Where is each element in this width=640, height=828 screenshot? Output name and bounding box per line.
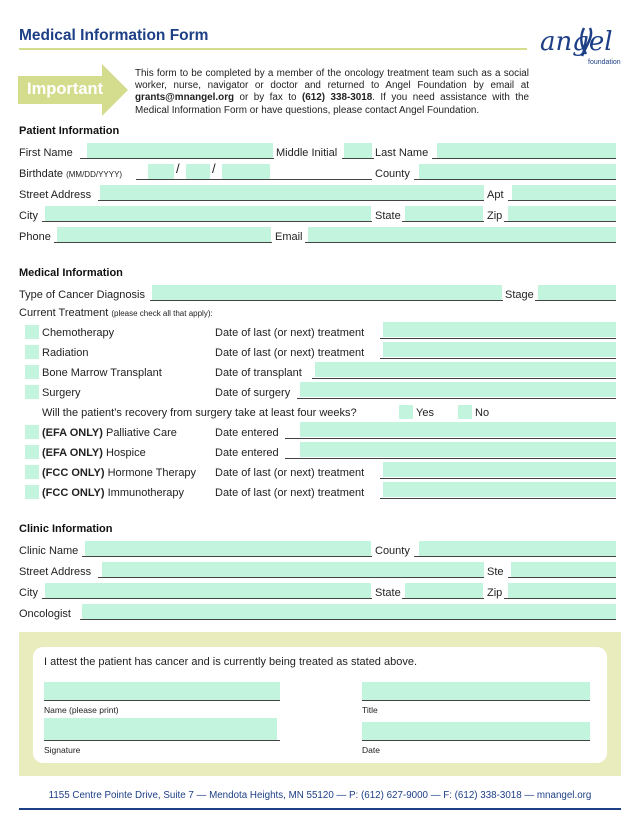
clinic-city-label: City: [19, 587, 38, 599]
patient-info-heading: Patient Information: [19, 125, 120, 137]
radiation-date-label: Date of last (or next) treatment: [215, 347, 365, 359]
print-name-label: Name (please print): [44, 705, 119, 715]
clinic-state-field[interactable]: [405, 583, 483, 598]
clinic-zip-field[interactable]: [508, 583, 616, 598]
title-label: Title: [362, 705, 378, 715]
county-label: County: [375, 168, 410, 180]
palliative-care-checkbox[interactable]: [25, 425, 39, 439]
footer-contact: 1155 Centre Pointe Drive, Suite 7 — Mendota Heights, MN 55120 — P: (612) 627-9000 — F: (612) 338-3018 — mnangel.org: [48, 790, 592, 801]
last-name-label: Last Name: [375, 147, 429, 159]
chemotherapy-checkbox[interactable]: [25, 325, 39, 339]
clinic-info-heading: Clinic Information: [19, 523, 113, 535]
street-address-field[interactable]: [100, 185, 484, 200]
fax-number: (612) 338-3018: [301, 92, 373, 104]
first-name-label: First Name: [19, 147, 73, 159]
bone-marrow-label: Bone Marrow Transplant: [42, 367, 162, 379]
diagnosis-label: Type of Cancer Diagnosis: [19, 289, 145, 301]
county-field[interactable]: [419, 164, 616, 179]
svg-text:angel: angel: [540, 27, 613, 57]
email-field[interactable]: [308, 227, 616, 242]
clinic-street-label: Street Address: [19, 566, 92, 578]
bone-marrow-checkbox[interactable]: [25, 365, 39, 379]
form-title: Medical Information Form: [19, 27, 209, 44]
clinic-county-label: County: [375, 545, 410, 557]
stage-label: Stage: [505, 289, 534, 301]
signature-field[interactable]: [44, 718, 277, 740]
diagnosis-field[interactable]: [152, 285, 502, 300]
intro-paragraph: This form to be completed by a member of the oncology treatment team such as a social worker, nurse, navigator or doctor and returned to Angel Foundation by email at grants@mnangel.org or by fax to (612) 338-3018. If you need assistance with the Medical Information Form or have questions, please contact Angel Foundation.: [135, 68, 530, 116]
title-field[interactable]: [362, 682, 590, 700]
recovery-yes-checkbox[interactable]: [399, 405, 413, 419]
birth-month-field[interactable]: [148, 164, 174, 179]
hospice-date-label: Date entered: [215, 447, 279, 459]
city-field[interactable]: [45, 206, 371, 221]
recovery-no-label: No: [475, 407, 490, 419]
grants-email[interactable]: grants@mnangel.org: [135, 92, 235, 104]
transplant-date-field[interactable]: [315, 362, 616, 377]
zip-label: Zip: [487, 210, 503, 222]
hospice-date-field[interactable]: [300, 442, 616, 457]
clinic-ste-label: Ste: [487, 566, 504, 578]
radiation-date-field[interactable]: [383, 342, 616, 357]
medical-info-heading: Medical Information: [19, 267, 123, 279]
palliative-date-field[interactable]: [300, 422, 616, 437]
svg-text:foundation: foundation: [588, 59, 621, 66]
print-name-field[interactable]: [44, 682, 280, 700]
chemotherapy-date-field[interactable]: [383, 322, 616, 337]
clinic-street-field[interactable]: [102, 562, 484, 577]
apt-label: Apt: [487, 189, 504, 201]
apt-field[interactable]: [512, 185, 616, 200]
chemotherapy-date-label: Date of last (or next) treatment: [215, 327, 365, 339]
clinic-name-label: Clinic Name: [19, 545, 79, 557]
immunotherapy-label: (FCC ONLY) Immunotherapy: [42, 487, 185, 499]
clinic-city-field[interactable]: [45, 583, 371, 598]
surgery-label: Surgery: [42, 387, 81, 399]
title-divider: [19, 48, 527, 50]
palliative-date-label: Date entered: [215, 427, 279, 439]
attestation-statement: I attest the patient has cancer and is currently being treated as stated above.: [44, 656, 418, 668]
immunotherapy-date-label: Date of last (or next) treatment: [215, 487, 365, 499]
birth-day-field[interactable]: [186, 164, 210, 179]
important-label: Important: [27, 80, 104, 98]
clinic-county-field[interactable]: [419, 541, 616, 556]
date-label: Date: [362, 745, 380, 755]
surgery-checkbox[interactable]: [25, 385, 39, 399]
recovery-yes-label: Yes: [416, 407, 434, 419]
birthdate-label: Birthdate (MM/DD/YYYY): [19, 168, 123, 180]
chemotherapy-label: Chemotherapy: [42, 327, 115, 339]
radiation-checkbox[interactable]: [25, 345, 39, 359]
state-field[interactable]: [405, 206, 483, 221]
phone-field[interactable]: [57, 227, 271, 242]
city-label: City: [19, 210, 38, 222]
zip-field[interactable]: [508, 206, 616, 221]
clinic-name-field[interactable]: [85, 541, 371, 556]
signature-label: Signature: [44, 745, 81, 755]
surgery-date-label: Date of surgery: [215, 387, 291, 399]
recovery-no-checkbox[interactable]: [458, 405, 472, 419]
middle-initial-label: Middle Initial: [276, 147, 338, 159]
radiation-label: Radiation: [42, 347, 89, 359]
street-address-label: Street Address: [19, 189, 92, 201]
hospice-label: (EFA ONLY) Hospice: [42, 447, 146, 459]
stage-field[interactable]: [538, 285, 616, 300]
phone-label: Phone: [19, 231, 51, 243]
hormone-date-field[interactable]: [383, 462, 616, 477]
first-name-field[interactable]: [87, 143, 273, 158]
recovery-question: Will the patient’s recovery from surgery take at least four weeks?: [42, 407, 357, 419]
hormone-therapy-label: (FCC ONLY) Hormone Therapy: [42, 467, 197, 479]
palliative-care-label: (EFA ONLY) Palliative Care: [42, 427, 177, 439]
state-label: State: [375, 210, 401, 222]
date-field[interactable]: [362, 722, 590, 740]
surgery-date-field[interactable]: [300, 382, 616, 397]
hospice-checkbox[interactable]: [25, 445, 39, 459]
immunotherapy-checkbox[interactable]: [25, 485, 39, 499]
footer-divider: [19, 808, 621, 810]
transplant-date-label: Date of transplant: [215, 367, 302, 379]
angel-foundation-logo: [540, 20, 622, 68]
clinic-zip-label: Zip: [487, 587, 503, 599]
oncologist-field[interactable]: [82, 604, 616, 619]
clinic-state-label: State: [375, 587, 401, 599]
hormone-therapy-checkbox[interactable]: [25, 465, 39, 479]
current-treatment-label: Current Treatment (please check all that apply):: [19, 307, 213, 319]
immunotherapy-date-field[interactable]: [383, 482, 616, 497]
hormone-date-label: Date of last (or next) treatment: [215, 467, 365, 479]
last-name-field[interactable]: [437, 143, 616, 158]
email-label: Email: [275, 231, 303, 243]
middle-initial-field[interactable]: [344, 143, 372, 158]
oncologist-label: Oncologist: [19, 608, 71, 620]
clinic-ste-field[interactable]: [511, 562, 616, 577]
birth-year-field[interactable]: [222, 164, 270, 179]
